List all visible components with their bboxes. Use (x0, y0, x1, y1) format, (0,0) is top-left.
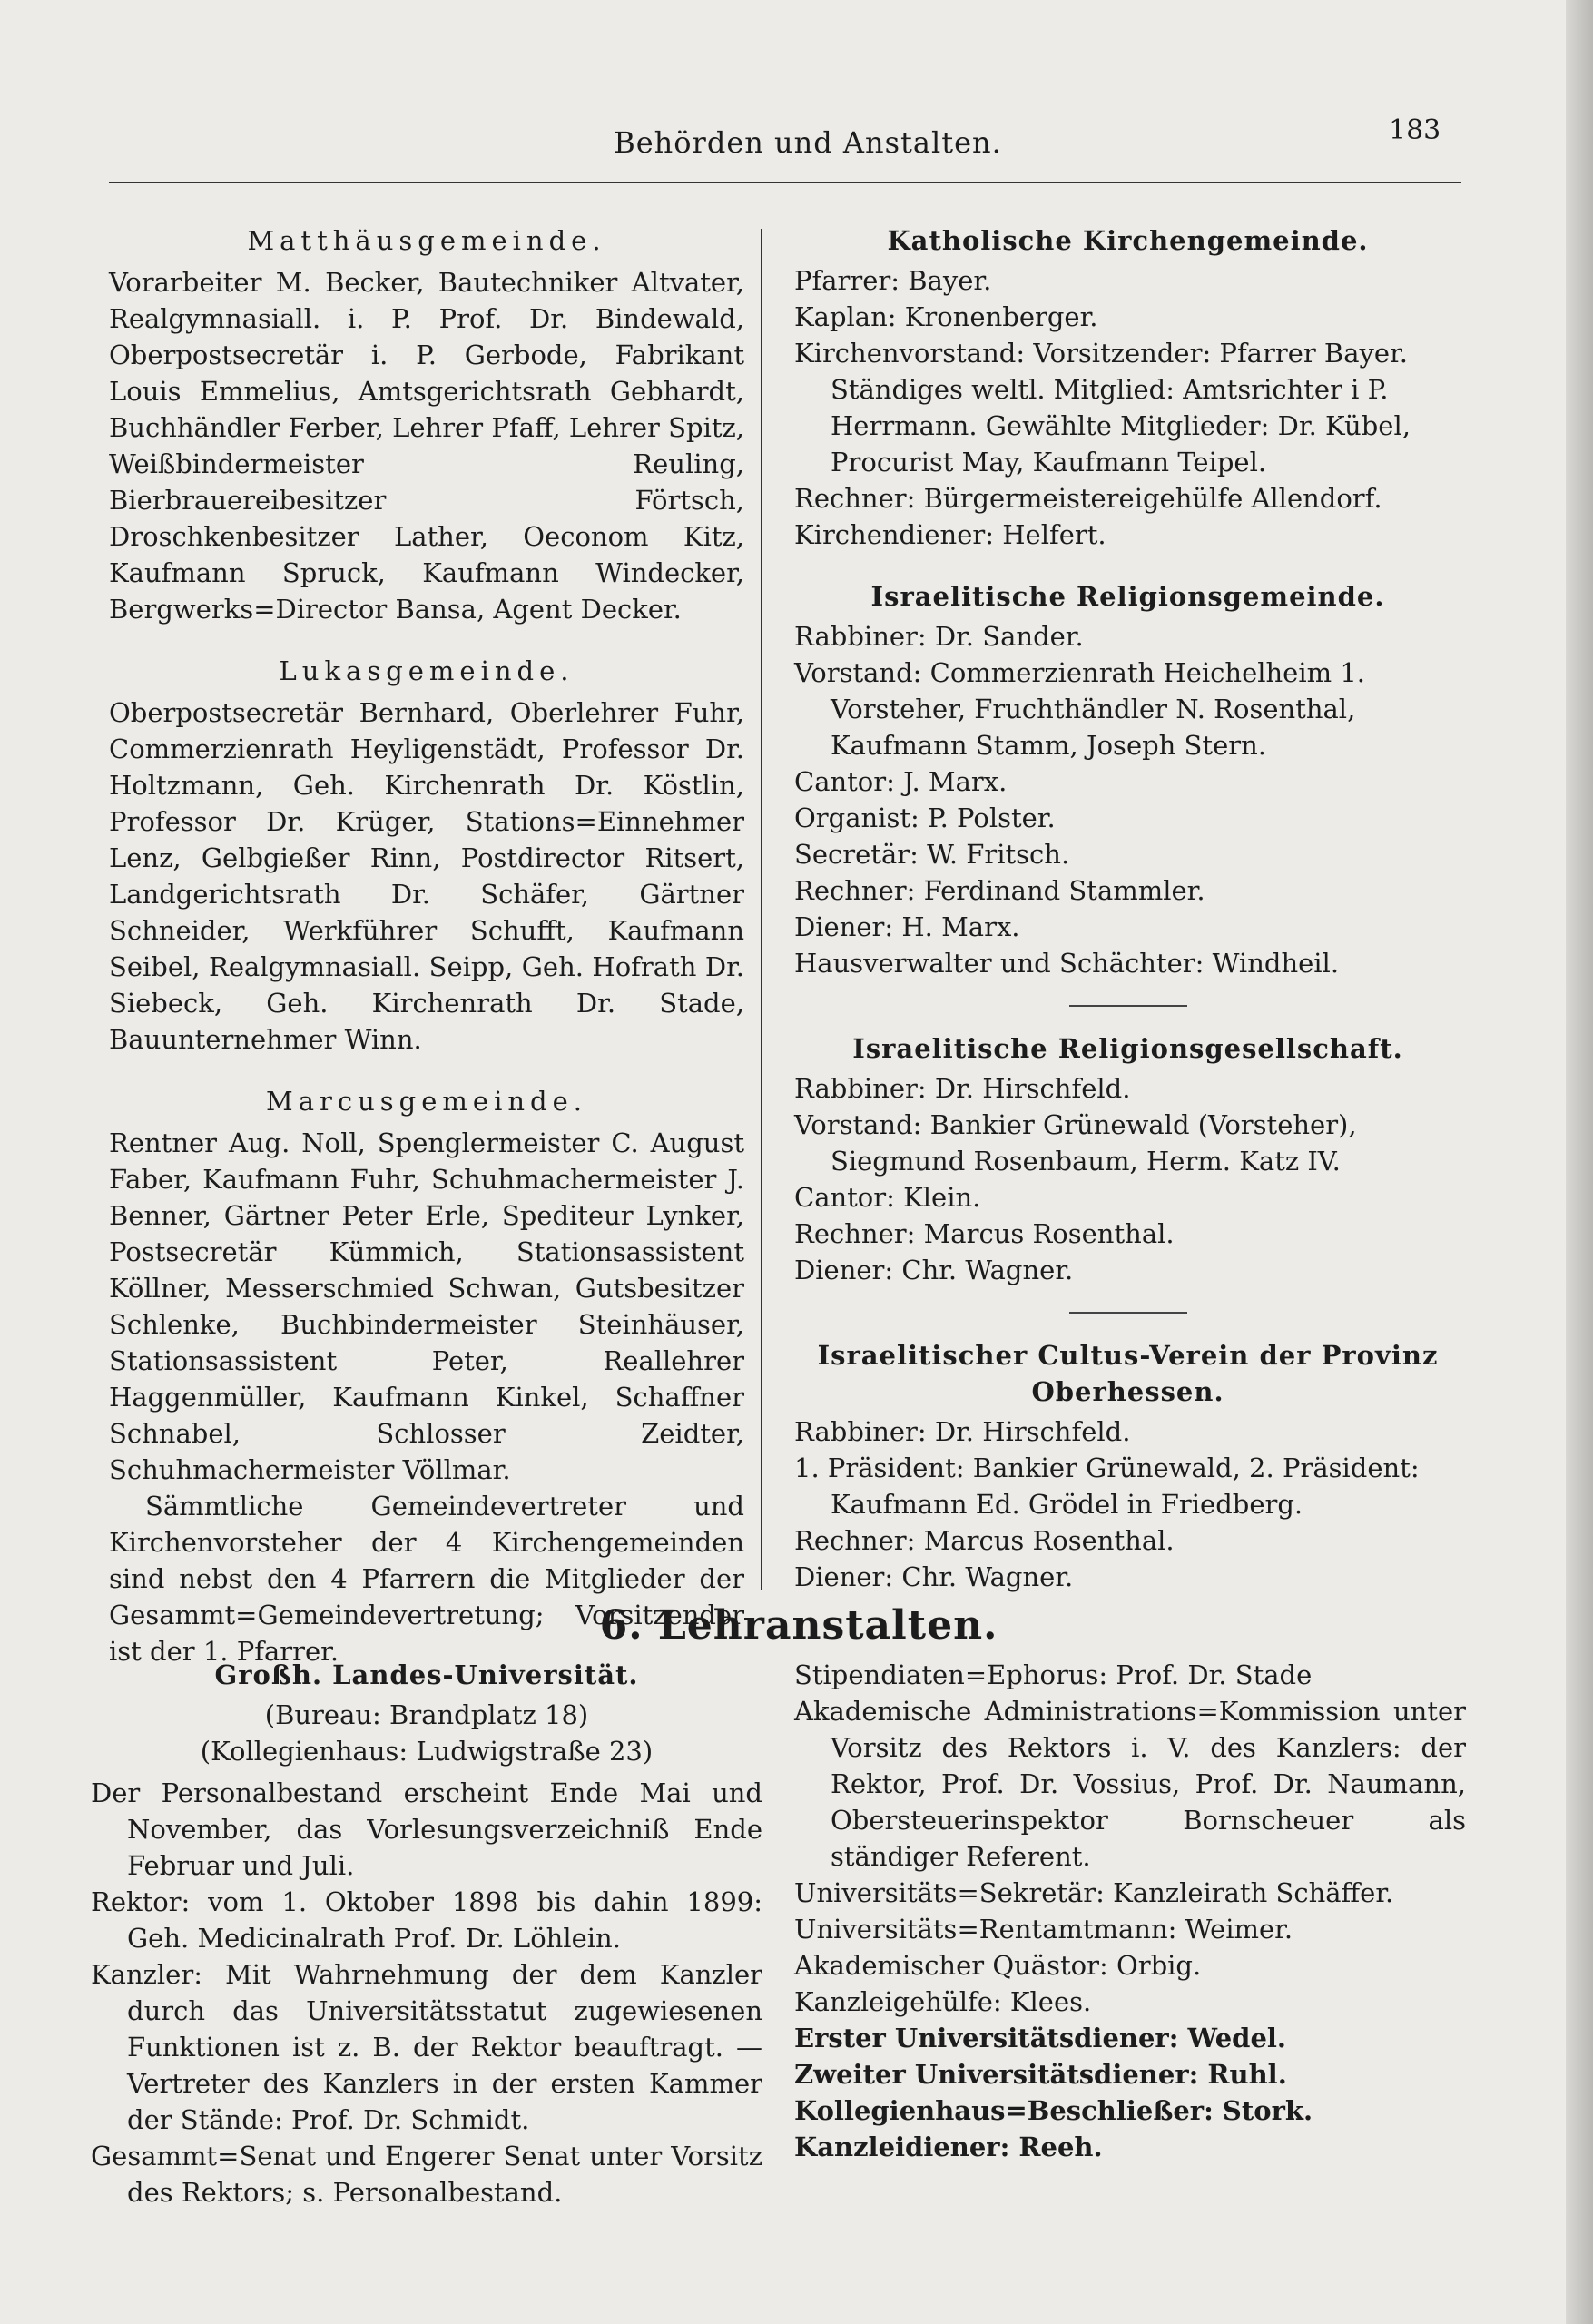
university-paragraph: Der Personalbestand erscheint Ende Mai und November, das Vorlesungsverzeichniß Ende Februar und Juli. (91, 1777, 762, 1881)
entry-line: Diener: H. Marx. (794, 911, 1020, 942)
chapter-heading: 6. Lehranstalten. (599, 1602, 998, 1649)
right-column-bottom (794, 1657, 1466, 2165)
gemeinde-note: Sämmtliche Gemeindevertreter und Kirchenvorsteher der 4 Kirchengemeinden sind nebst den 4 Pfarrern die Mitglieder der Gesammt=Gemeindevertretung; Vorsitzender ist der 1. Pfarrer. (109, 1491, 744, 1667)
university-paragraph: Rektor: vom 1. Oktober 1898 bis dahin 1899: Geh. Medicinalrath Prof. Dr. Löhlein. (91, 1886, 762, 1954)
entry-line: Diener: Chr. Wagner. (794, 1561, 1074, 1592)
university-bureau: (Bureau: Brandplatz 18) (264, 1699, 589, 1730)
entry-line: Rechner: Bürgermeistereigehülfe Allendorf. (794, 483, 1382, 514)
section-title-marcus: Marcusgemeinde. (266, 1086, 587, 1117)
entry-line: Rabbiner: Dr. Sander. (794, 621, 1084, 652)
entry-line: Vorstand: Commerzienrath Heichelheim 1. Vorsteher, Fruchthändler N. Rosenthal, Kaufmann Stamm, Joseph Stern. (794, 657, 1366, 761)
entry-line: Rechner: Ferdinand Stammler. (794, 875, 1205, 906)
section-title-matthaeus: Matthäusgemeinde. (247, 225, 606, 256)
university-office: Akademischer Quästor: Orbig. (794, 1950, 1202, 1981)
entry-line: Rabbiner: Dr. Hirschfeld. (794, 1073, 1131, 1104)
entry-line: Cantor: J. Marx. (794, 766, 1008, 797)
header-rule (109, 182, 1461, 183)
section-title-isr-religionsgemeinde: Israelitische Religionsgemeinde. (870, 581, 1385, 612)
section-title-cultus-verein: Israelitischer Cultus-Verein der Provinz Oberhessen. (817, 1340, 1439, 1407)
entry-line: Rechner: Marcus Rosenthal. (794, 1525, 1175, 1556)
entry-line: Kirchendiener: Helfert. (794, 519, 1106, 550)
university-office: Universitäts=Sekretär: Kanzleirath Schäffer. (794, 1877, 1394, 1908)
entry-line: Kirchenvorstand: Vorsitzender: Pfarrer Bayer. Ständiges weltl. Mitglied: Amtsrichter i P. Herrmann. Gewählte Mitglieder: Dr. Kübel, Procurist May, Kaufmann Teipel. (794, 338, 1411, 478)
entry-line: Rabbiner: Dr. Hirschfeld. (794, 1416, 1131, 1447)
running-head: Behörden und Anstalten. (614, 125, 1002, 160)
entry-line: Secretär: W. Fritsch. (794, 839, 1070, 870)
entry-line: Organist: P. Polster. (794, 803, 1056, 833)
university-office: Universitäts=Rentamtmann: Weimer. (794, 1914, 1293, 1945)
section-title-lukas: Lukasgemeinde. (279, 655, 575, 686)
section-title-katholisch: Katholische Kirchengemeinde. (887, 225, 1369, 256)
entry-line: Cantor: Klein. (794, 1182, 981, 1213)
section-separator (1069, 1005, 1187, 1007)
university-office: Stipendiaten=Ephorus: Prof. Dr. Stade (794, 1659, 1313, 1690)
section-title-isr-religionsgesellschaft: Israelitische Religionsgesellschaft. (852, 1033, 1403, 1064)
section-text-matthaeus: Vorarbeiter M. Becker, Bautechniker Altvater, Realgymnasiall. i. P. Prof. Dr. Bindewald, Oberpostsecretär i. P. Gerbode, Fabrikant Louis Emmelius, Amtsgerichtsrath Gebhardt, Buchhändler Ferber, Lehrer Pfaff, Lehrer Spitz, Weißbindermeister Reuling, Bierbrauereibesitzer Förtsch, Droschkenbesitzer Lather, Oeconom Kitz, Kaufmann Spruck, Kaufmann Windecker, Bergwerks=Director Bansa, Agent Decker. (109, 267, 744, 625)
page-number: 183 (1389, 114, 1441, 146)
section-separator (1069, 1312, 1187, 1314)
entry-line: Rechner: Marcus Rosenthal. (794, 1218, 1175, 1249)
university-office: Zweiter Universitätsdiener: Ruhl. (794, 2059, 1287, 2090)
section-text-marcus: Rentner Aug. Noll, Spenglermeister C. August Faber, Kaufmann Fuhr, Schuhmachermeister J. Benner, Gärtner Peter Erle, Spediteur Lynker, Postsecretär Kümmich, Stationsassistent Köllner, Messerschmied Schwan, Gutsbesitzer Schlenke, Buchbindermeister Steinhäuser, Stationsassistent Peter, Reallehrer Haggenmüller, Kaufmann Kinkel, Schaffner Schnabel, Schlosser Zeidter, Schuhmachermeister Völlmar. (109, 1128, 744, 1485)
university-office: Erster Universitätsdiener: Wedel. (794, 2023, 1287, 2053)
entry-line: Diener: Chr. Wagner. (794, 1255, 1074, 1285)
page-binding-edge (1566, 0, 1593, 2324)
university-office: Kanzleidiener: Reeh. (794, 2132, 1103, 2162)
right-column-top (794, 222, 1461, 1595)
entry-line: Hausverwalter und Schächter: Windheil. (794, 948, 1340, 979)
university-paragraph: Kanzler: Mit Wahrnehmung der dem Kanzler durch das Universitätsstatut zugewiesenen Funktionen ist z. B. der Rektor beauftragt. — Vertreter des Kanzlers in der ersten Kammer der Stände: Prof. Dr. Schmidt. (91, 1959, 762, 2135)
university-office: Akademische Administrations=Kommission unter Vorsitz des Rektors i. V. des Kanzlers: der Rektor, Prof. Dr. Vossius, Prof. Dr. Naumann, Obersteuerinspektor Bornscheuer als ständiger Referent. (794, 1696, 1466, 1872)
section-text-lukas: Oberpostsecretär Bernhard, Oberlehrer Fuhr, Commerzienrath Heyligenstädt, Professor Dr. Holtzmann, Geh. Kirchenrath Dr. Köstlin, Professor Dr. Krüger, Stations=Einnehmer Lenz, Gelbgießer Rinn, Postdirector Ritsert, Landgerichtsrath Dr. Schäfer, Gärtner Schneider, Werkführer Schufft, Kaufmann Seibel, Realgymnasiall. Seipp, Geh. Hofrath Dr. Siebeck, Geh. Kirchenrath Dr. Stade, Bauunternehmer Winn. (109, 697, 744, 1055)
university-kollegienhaus: (Kollegienhaus: Ludwigstraße 23) (200, 1736, 654, 1767)
column-divider (761, 229, 762, 1590)
left-column-bottom (91, 1657, 762, 2211)
entry-line: 1. Präsident: Bankier Grünewald, 2. Präsident: Kaufmann Ed. Grödel in Friedberg. (794, 1452, 1420, 1520)
university-office: Kollegienhaus=Beschließer: Stork. (794, 2095, 1313, 2126)
entry-line: Pfarrer: Bayer. (794, 265, 992, 296)
university-title: Großh. Landes-Universität. (214, 1659, 639, 1690)
entry-line: Vorstand: Bankier Grünewald (Vorsteher), Siegmund Rosenbaum, Herm. Katz IV. (794, 1109, 1357, 1177)
university-paragraph: Gesammt=Senat und Engerer Senat unter Vorsitz des Rektors; s. Personalbestand. (91, 2141, 762, 2208)
entry-line: Kaplan: Kronenberger. (794, 301, 1098, 332)
left-column-top (109, 222, 744, 1669)
university-office: Kanzleigehülfe: Klees. (794, 1986, 1092, 2017)
